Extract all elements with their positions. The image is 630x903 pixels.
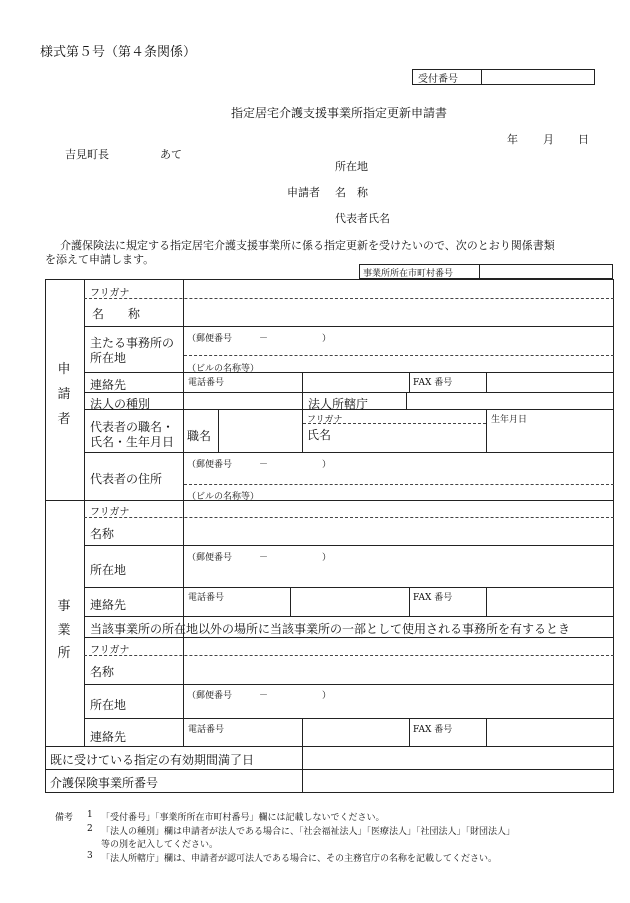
office-phone-label: 電話番号 — [188, 593, 225, 603]
row-divider — [84, 392, 614, 393]
applicant-section-char-2: 請 — [57, 387, 71, 402]
expiry-date-label: 既に受けている指定の有効期間満了日 — [50, 753, 255, 767]
cell-divider — [302, 409, 303, 452]
row-divider — [184, 355, 614, 356]
note-1-number: 1 — [87, 810, 93, 820]
other-office-fax-label: FAX 番号 — [413, 725, 453, 735]
page-title: 指定居宅介護支援事業所指定更新申請書 — [231, 106, 448, 120]
cell-divider — [409, 587, 410, 616]
row-divider — [84, 372, 614, 373]
representative-label-1: 代表者の職名・ — [90, 420, 175, 434]
applicant-location-label: 所在地 — [335, 160, 368, 173]
divider — [481, 69, 482, 85]
body-text-line1: 介護保険法に規定する指定居宅介護支援事業所に係る指定更新を受けたいので、次のとおり関係書類 — [60, 239, 555, 252]
birthdate-label: 生年月日 — [491, 415, 528, 425]
cell-divider — [302, 746, 303, 793]
receipt-number-field[interactable] — [483, 70, 593, 84]
applicant-furigana-label: フリガナ — [90, 288, 130, 299]
applicant-contact-label: 連絡先 — [90, 378, 127, 392]
office-location-label: 所在地 — [90, 563, 127, 577]
office-section-char-3: 所 — [57, 646, 71, 661]
addressee-suffix: あて — [160, 148, 182, 161]
other-office-location-label: 所在地 — [90, 698, 127, 712]
rep-address-label: 代表者の住所 — [90, 472, 163, 486]
office-fax-label: FAX 番号 — [413, 593, 453, 603]
main-office-building[interactable]: （ビルの名称等） — [187, 364, 260, 374]
office-section-char-2: 業 — [57, 623, 71, 638]
row-divider — [45, 769, 614, 770]
other-office-note: 当該事業所の所在地以外の場所に当該事業所の一部として使用される事務所を有するとき — [90, 622, 571, 636]
note-2a: 「法人の種別」欄は申請者が法人である場合に、「社会福祉法人」「医療法人」「社団法人」「財団法人」 — [101, 827, 516, 837]
position-label: 職名 — [187, 429, 212, 443]
note-1: 「受付番号」「事業所所在市町村番号」欄には記載しないでください。 — [101, 813, 385, 823]
rep-address-postal[interactable]: （郵便番号 － ） — [187, 460, 332, 470]
row-divider — [84, 545, 614, 546]
row-divider — [84, 587, 614, 588]
row-divider — [84, 684, 614, 685]
cell-divider — [486, 718, 487, 746]
cell-divider — [486, 372, 487, 392]
applicant-furigana-field[interactable] — [185, 281, 612, 297]
other-office-postal[interactable]: （郵便番号 － ） — [187, 691, 332, 701]
notes-label: 備考 — [55, 813, 74, 823]
cell-divider — [486, 409, 487, 452]
main-office-label-2: 所在地 — [90, 351, 127, 365]
applicant-phone-label: 電話番号 — [188, 378, 225, 388]
cell-divider — [302, 718, 303, 746]
representative-label-2: 氏名・生年月日 — [90, 435, 175, 449]
cell-divider — [409, 718, 410, 746]
note-3: 「法人所轄庁」欄は、申請者が認可法人である場合に、その主務官庁の名称を記載してください。 — [101, 854, 498, 864]
representative-label: 代表者氏名 — [335, 212, 390, 225]
applicant-section-char-1: 申 — [57, 362, 71, 377]
section-divider — [45, 500, 614, 501]
office-postal[interactable]: （郵便番号 － ） — [187, 553, 332, 563]
note-2-number: 2 — [87, 824, 93, 834]
cell-divider — [486, 587, 487, 616]
date-year: 年 — [507, 133, 518, 146]
cell-divider — [302, 372, 303, 409]
main-office-label-1: 主たる事務所の — [90, 336, 175, 350]
row-divider — [84, 517, 614, 518]
body-text-line2: を添えて申請します。 — [45, 253, 155, 266]
row-divider — [84, 298, 614, 299]
office-contact-label: 連絡先 — [90, 598, 127, 612]
application-table — [45, 279, 614, 793]
row-divider — [84, 616, 614, 617]
applicant-name-label: 名 称 — [335, 186, 368, 199]
applicant-name-label: 名 称 — [92, 307, 141, 321]
main-office-postal[interactable]: （郵便番号 － ） — [187, 334, 332, 344]
municipality-number-field[interactable] — [481, 265, 611, 278]
cell-divider — [409, 372, 410, 392]
row-divider — [84, 452, 614, 453]
applicant-fax-label: FAX 番号 — [413, 378, 453, 388]
form-number: 様式第５号（第４条関係） — [40, 45, 197, 60]
cell-divider — [218, 409, 219, 452]
insurance-number-label: 介護保険事業所番号 — [50, 776, 159, 790]
cell-divider — [290, 587, 291, 616]
rep-address-building[interactable]: （ビルの名称等） — [187, 492, 260, 502]
applicant-name-field[interactable] — [185, 300, 612, 325]
office-furigana-label: フリガナ — [90, 507, 130, 518]
rep-name-label: 氏名 — [307, 428, 332, 442]
other-office-name-label: 名称 — [90, 665, 115, 679]
addressee: 吉見町長 — [65, 148, 109, 161]
expiry-date-field[interactable] — [304, 748, 612, 768]
note-2b: 等の別を記入してください。 — [101, 840, 219, 850]
divider — [479, 264, 480, 279]
row-divider — [84, 655, 614, 656]
label-divider — [183, 279, 184, 746]
office-name-label: 名称 — [90, 527, 115, 541]
date-day: 日 — [578, 133, 589, 146]
rep-furigana-label: フリガナ — [307, 415, 343, 425]
cell-divider — [406, 392, 407, 409]
note-3-number: 3 — [87, 851, 93, 861]
other-office-phone-label: 電話番号 — [188, 725, 225, 735]
corp-type-label: 法人の種別 — [90, 397, 151, 411]
row-divider — [45, 746, 614, 747]
other-office-furigana-label: フリガナ — [90, 645, 130, 656]
row-divider — [184, 484, 614, 485]
insurance-number-field[interactable] — [304, 771, 612, 792]
row-divider — [84, 637, 614, 638]
other-office-contact-label: 連絡先 — [90, 730, 127, 744]
row-divider — [84, 326, 614, 327]
municipality-number-label: 事業所所在市町村番号 — [363, 269, 454, 279]
receipt-number-label: 受付番号 — [418, 74, 458, 85]
corp-authority-label: 法人所轄庁 — [308, 397, 369, 411]
section-divider — [84, 279, 85, 746]
applicant-label: 申請者 — [287, 186, 320, 199]
office-section-char-1: 事 — [57, 599, 71, 614]
applicant-section-char-3: 者 — [57, 412, 71, 427]
row-divider — [84, 718, 614, 719]
date-month: 月 — [543, 133, 554, 146]
